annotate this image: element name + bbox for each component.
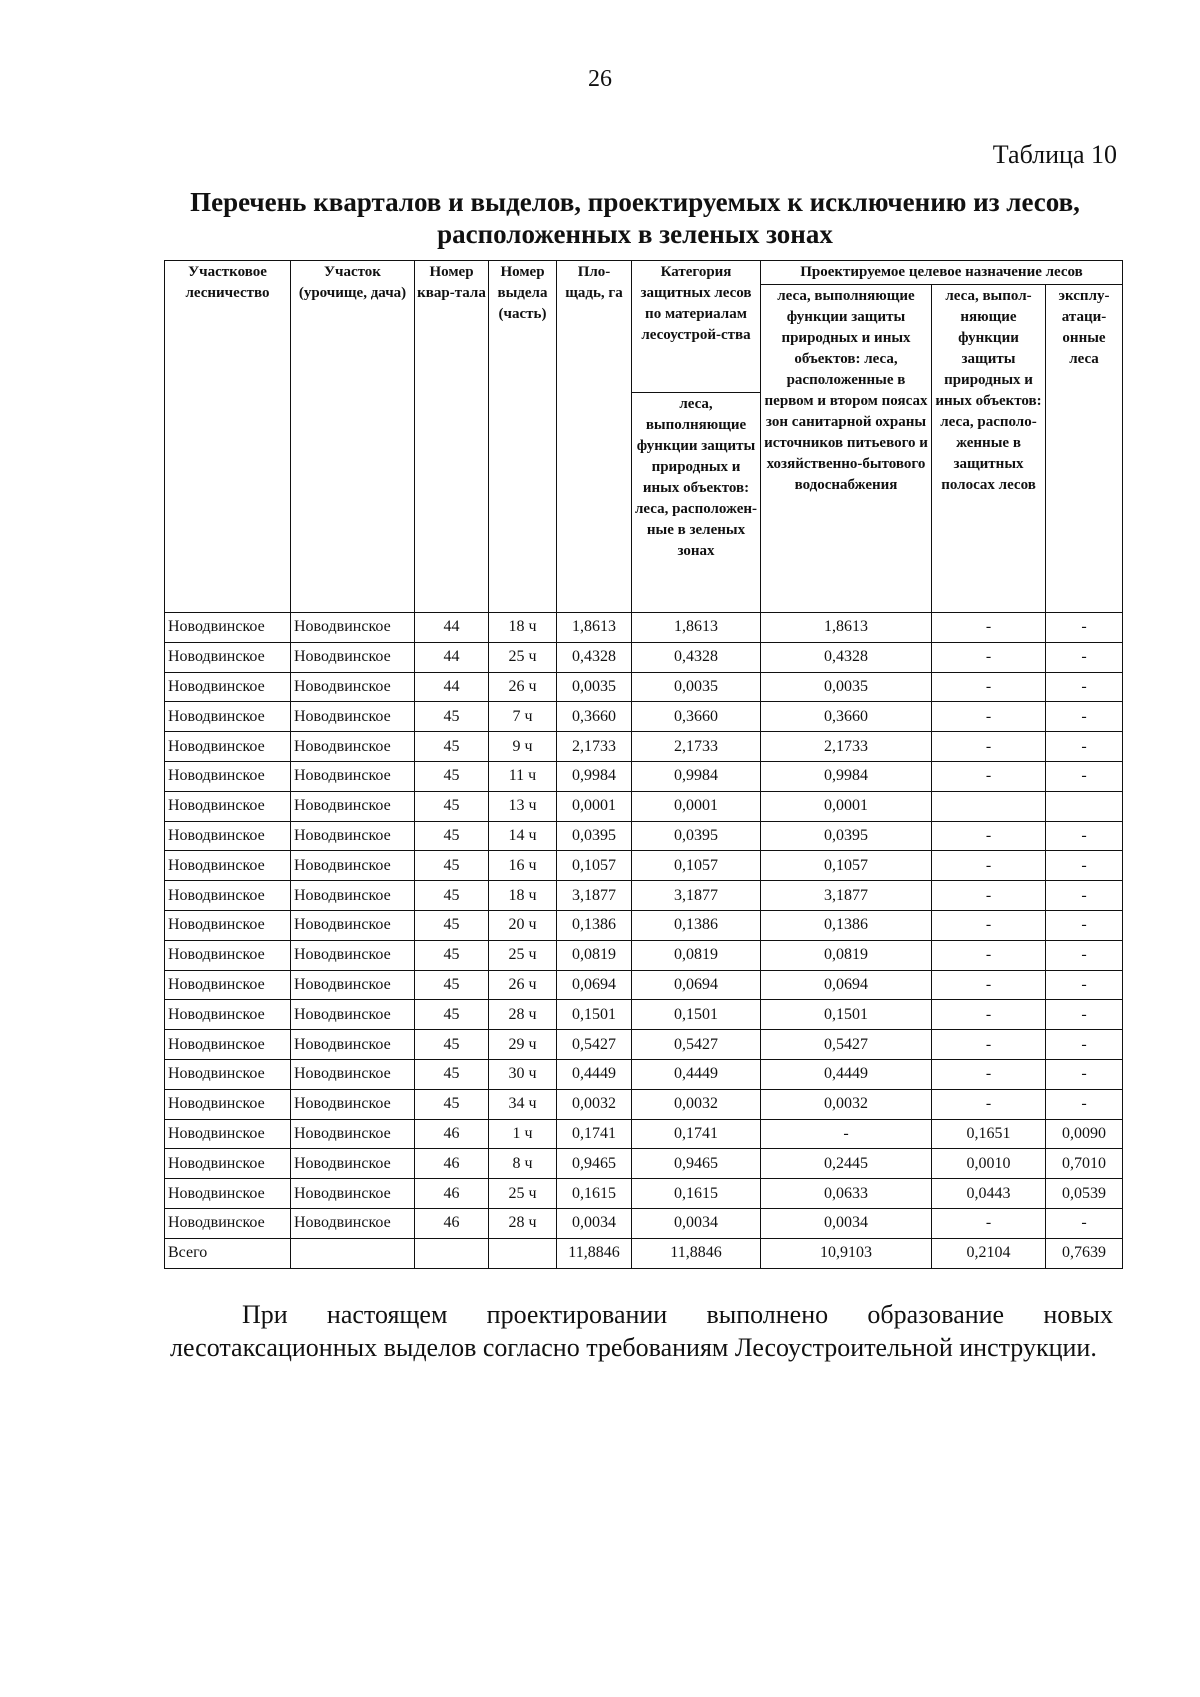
table-cell: 0,2104 bbox=[932, 1238, 1046, 1268]
table-cell: - bbox=[1046, 732, 1123, 762]
table-cell: 0,4328 bbox=[557, 642, 632, 672]
table-cell: 2,1733 bbox=[557, 732, 632, 762]
table-cell: Новодвинское bbox=[291, 821, 415, 851]
table-cell: Новодвинское bbox=[165, 970, 291, 1000]
table-cell: 26 ч bbox=[489, 970, 557, 1000]
table-cell: 25 ч bbox=[489, 1179, 557, 1209]
table-cell: - bbox=[932, 1059, 1046, 1089]
table-cell: Новодвинское bbox=[291, 970, 415, 1000]
table-cell: - bbox=[1046, 910, 1123, 940]
table-cell: - bbox=[1046, 821, 1123, 851]
table-row bbox=[165, 1059, 1123, 1089]
table-cell: Новодвинское bbox=[291, 1208, 415, 1238]
table-cell: Новодвинское bbox=[165, 613, 291, 643]
table-cell: Новодвинское bbox=[291, 1030, 415, 1060]
table-cell: - bbox=[932, 1030, 1046, 1060]
table-cell: 46 bbox=[415, 1149, 489, 1179]
table-cell: 44 bbox=[415, 642, 489, 672]
table-cell: 0,0819 bbox=[557, 940, 632, 970]
table-row bbox=[165, 702, 1123, 732]
table-cell: - bbox=[1046, 851, 1123, 881]
table-cell: 0,1057 bbox=[557, 851, 632, 881]
table-cell: - bbox=[1046, 970, 1123, 1000]
table-cell: Новодвинское bbox=[291, 702, 415, 732]
table-cell: Новодвинское bbox=[165, 1000, 291, 1030]
table-cell: Новодвинское bbox=[165, 881, 291, 911]
table-cell: 0,1741 bbox=[632, 1119, 761, 1149]
table-cell: 0,0395 bbox=[761, 821, 932, 851]
table-cell: 0,1741 bbox=[557, 1119, 632, 1149]
table-cell: 0,0633 bbox=[761, 1179, 932, 1209]
table-cell: Новодвинское bbox=[291, 1179, 415, 1209]
table-cell: 10,9103 bbox=[761, 1238, 932, 1268]
table-cell: 44 bbox=[415, 672, 489, 702]
table-cell: Новодвинское bbox=[165, 851, 291, 881]
table-row bbox=[165, 761, 1123, 791]
table-cell: - bbox=[1046, 642, 1123, 672]
table-row bbox=[165, 1119, 1123, 1149]
table-row bbox=[165, 732, 1123, 762]
header-uchastkovoe: Участковое лесничество bbox=[165, 261, 291, 613]
table-cell: 0,1501 bbox=[557, 1000, 632, 1030]
table-cell: 0,9984 bbox=[632, 761, 761, 791]
table-cell: 0,4328 bbox=[632, 642, 761, 672]
table-row bbox=[165, 1208, 1123, 1238]
table-cell: Новодвинское bbox=[165, 1089, 291, 1119]
table-cell: Новодвинское bbox=[165, 732, 291, 762]
table-cell: 0,4449 bbox=[761, 1059, 932, 1089]
table-cell: 0,4449 bbox=[557, 1059, 632, 1089]
table-cell: - bbox=[761, 1119, 932, 1149]
table-cell: 0,4449 bbox=[632, 1059, 761, 1089]
table-cell: Новодвинское bbox=[291, 1059, 415, 1089]
table-row bbox=[165, 672, 1123, 702]
table-cell: Новодвинское bbox=[291, 881, 415, 911]
table-cell: 0,0395 bbox=[557, 821, 632, 851]
table-cell: Новодвинское bbox=[291, 791, 415, 821]
header-kategoriya: Категория защитных лесов по материалам лесоустрой-ства bbox=[632, 261, 761, 393]
table-cell: Новодвинское bbox=[165, 1149, 291, 1179]
header-kvartal: Номер квар-тала bbox=[415, 261, 489, 613]
table-cell: 0,1386 bbox=[632, 910, 761, 940]
table-row bbox=[165, 821, 1123, 851]
table-cell: Новодвинское bbox=[165, 821, 291, 851]
table-cell: 0,1057 bbox=[761, 851, 932, 881]
table-cell: 3,1877 bbox=[761, 881, 932, 911]
table-cell: 0,0032 bbox=[557, 1089, 632, 1119]
table-cell: - bbox=[1046, 1208, 1123, 1238]
table-cell: Новодвинское bbox=[291, 672, 415, 702]
table-cell: 7 ч bbox=[489, 702, 557, 732]
table-row bbox=[165, 940, 1123, 970]
header-uchastok: Участок (урочище, дача) bbox=[291, 261, 415, 613]
table-cell: 45 bbox=[415, 970, 489, 1000]
table-cell: - bbox=[932, 732, 1046, 762]
table-cell: 3,1877 bbox=[557, 881, 632, 911]
table-cell: Новодвинское bbox=[291, 1000, 415, 1030]
table-cell: Новодвинское bbox=[291, 910, 415, 940]
header-proekt-a: леса, выполняющие функции защиты природных и иных объектов: леса, расположенные в первом и втором поясах зон санитарной охраны источников питьевого и хозяйственно-бытового водоснабжения bbox=[761, 285, 932, 613]
table-cell: 0,5427 bbox=[761, 1030, 932, 1060]
table-cell: - bbox=[1046, 1030, 1123, 1060]
table-cell: - bbox=[932, 761, 1046, 791]
table-cell: 45 bbox=[415, 1000, 489, 1030]
table-cell: Новодвинское bbox=[165, 1119, 291, 1149]
table-cell: 45 bbox=[415, 940, 489, 970]
table-cell: Новодвинское bbox=[291, 613, 415, 643]
table-cell: 0,9984 bbox=[557, 761, 632, 791]
table-cell: 1,8613 bbox=[632, 613, 761, 643]
table-row bbox=[165, 1030, 1123, 1060]
table-cell: Всего bbox=[165, 1238, 291, 1268]
table-row bbox=[165, 1000, 1123, 1030]
table-cell: 0,1615 bbox=[632, 1179, 761, 1209]
table-row bbox=[165, 1149, 1123, 1179]
table-cell: - bbox=[1046, 761, 1123, 791]
table-cell: - bbox=[1046, 1000, 1123, 1030]
table-row bbox=[165, 851, 1123, 881]
table-cell: 45 bbox=[415, 1089, 489, 1119]
table-cell: Новодвинское bbox=[165, 1208, 291, 1238]
table-cell: 18 ч bbox=[489, 613, 557, 643]
table-cell: 28 ч bbox=[489, 1208, 557, 1238]
table-cell: 45 bbox=[415, 910, 489, 940]
table-cell: 0,5427 bbox=[632, 1030, 761, 1060]
table-cell: 0,0001 bbox=[557, 791, 632, 821]
table-cell: Новодвинское bbox=[165, 940, 291, 970]
table-cell: 26 ч bbox=[489, 672, 557, 702]
table-cell: 25 ч bbox=[489, 642, 557, 672]
table-cell: - bbox=[1046, 672, 1123, 702]
table-cell: Новодвинское bbox=[291, 1119, 415, 1149]
table-cell: 45 bbox=[415, 821, 489, 851]
table-cell: 46 bbox=[415, 1119, 489, 1149]
table-cell: Новодвинское bbox=[291, 1149, 415, 1179]
table-cell: 0,0035 bbox=[761, 672, 932, 702]
table-cell: 0,3660 bbox=[557, 702, 632, 732]
header-proekt: Проектируемое целевое назначение лесов bbox=[761, 261, 1123, 285]
table-cell: 45 bbox=[415, 1059, 489, 1089]
table-cell: 0,0539 bbox=[1046, 1179, 1123, 1209]
table-cell: 45 bbox=[415, 881, 489, 911]
table-cell: 0,0032 bbox=[761, 1089, 932, 1119]
header-proekt-c: эксплу-атаци-онные леса bbox=[1046, 285, 1123, 613]
table-cell: Новодвинское bbox=[291, 940, 415, 970]
table-cell: 0,0034 bbox=[557, 1208, 632, 1238]
table-cell: 3,1877 bbox=[632, 881, 761, 911]
forest-table bbox=[164, 260, 1123, 1269]
table-cell: 0,1615 bbox=[557, 1179, 632, 1209]
table-cell: - bbox=[932, 1089, 1046, 1119]
table-cell: Новодвинское bbox=[165, 791, 291, 821]
table-cell: Новодвинское bbox=[165, 761, 291, 791]
table-row bbox=[165, 881, 1123, 911]
table-cell: - bbox=[932, 821, 1046, 851]
table-row bbox=[165, 910, 1123, 940]
table-cell: 0,2445 bbox=[761, 1149, 932, 1179]
document-title: Перечень кварталов и выделов, проектируемых к исключению из лесов, расположенных в зеленых зонах bbox=[190, 187, 1080, 249]
header-kategoriya-sub: леса, выполняющие функции защиты природных и иных объектов: леса, расположен-ные в зеленых зонах bbox=[632, 393, 761, 613]
table-cell: 16 ч bbox=[489, 851, 557, 881]
table-cell: - bbox=[932, 851, 1046, 881]
header-ploshad: Пло-щадь, га bbox=[557, 261, 632, 613]
table-cell bbox=[932, 791, 1046, 821]
table-cell: Новодвинское bbox=[291, 1089, 415, 1119]
table-cell: - bbox=[932, 702, 1046, 732]
table-cell: 0,7639 bbox=[1046, 1238, 1123, 1268]
table-cell: 0,0001 bbox=[761, 791, 932, 821]
header-vydel: Номер выдела (часть) bbox=[489, 261, 557, 613]
table-cell: 2,1733 bbox=[761, 732, 932, 762]
table-cell: - bbox=[932, 970, 1046, 1000]
table-cell: 0,1651 bbox=[932, 1119, 1046, 1149]
table-cell: 0,0694 bbox=[557, 970, 632, 1000]
table-cell: 45 bbox=[415, 791, 489, 821]
table-row bbox=[165, 613, 1123, 643]
table-cell: 34 ч bbox=[489, 1089, 557, 1119]
table-cell: 0,0001 bbox=[632, 791, 761, 821]
table-cell: 0,0035 bbox=[632, 672, 761, 702]
table-cell: 0,9465 bbox=[632, 1149, 761, 1179]
table-cell: - bbox=[1046, 940, 1123, 970]
table-cell: 25 ч bbox=[489, 940, 557, 970]
table-cell: 8 ч bbox=[489, 1149, 557, 1179]
table-cell: 30 ч bbox=[489, 1059, 557, 1089]
table-cell: 1 ч bbox=[489, 1119, 557, 1149]
table-cell: 0,5427 bbox=[557, 1030, 632, 1060]
table-cell bbox=[415, 1238, 489, 1268]
header-proekt-b: леса, выпол-няющие функции защиты природных и иных объектов: леса, располо-женные в защитных полосах лесов bbox=[932, 285, 1046, 613]
table-cell: - bbox=[1046, 1089, 1123, 1119]
table-cell: - bbox=[932, 1208, 1046, 1238]
table-cell: 46 bbox=[415, 1179, 489, 1209]
table-cell: - bbox=[932, 940, 1046, 970]
table-cell: - bbox=[932, 910, 1046, 940]
table-cell: Новодвинское bbox=[291, 851, 415, 881]
table-cell: 0,4328 bbox=[761, 642, 932, 672]
table-cell: Новодвинское bbox=[291, 642, 415, 672]
table-cell: 0,1057 bbox=[632, 851, 761, 881]
table-cell: 0,0032 bbox=[632, 1089, 761, 1119]
table-cell: Новодвинское bbox=[291, 732, 415, 762]
table-cell: 0,0034 bbox=[632, 1208, 761, 1238]
table-row bbox=[165, 791, 1123, 821]
table-row bbox=[165, 970, 1123, 1000]
table-cell: 0,0443 bbox=[932, 1179, 1046, 1209]
table-cell: 9 ч bbox=[489, 732, 557, 762]
table-cell: 0,0694 bbox=[761, 970, 932, 1000]
table-cell: 45 bbox=[415, 761, 489, 791]
table-cell: 1,8613 bbox=[557, 613, 632, 643]
table-cell: - bbox=[932, 613, 1046, 643]
table-cell: 11,8846 bbox=[632, 1238, 761, 1268]
body-paragraph: При настоящем проектировании выполнено образование новых лесотаксационных выделов согласно требованиям Лесоустроительной инструкции. bbox=[170, 1300, 1113, 1362]
table-cell: 0,3660 bbox=[632, 702, 761, 732]
table-cell: 45 bbox=[415, 702, 489, 732]
table-cell: 20 ч bbox=[489, 910, 557, 940]
table-cell: - bbox=[1046, 613, 1123, 643]
table-cell: - bbox=[932, 672, 1046, 702]
table-cell: - bbox=[932, 1000, 1046, 1030]
table-cell: 45 bbox=[415, 851, 489, 881]
table-cell bbox=[1046, 791, 1123, 821]
page-number: 26 bbox=[588, 66, 612, 92]
table-cell: 44 bbox=[415, 613, 489, 643]
table-row bbox=[165, 1179, 1123, 1209]
table-cell: Новодвинское bbox=[165, 702, 291, 732]
table-cell: 46 bbox=[415, 1208, 489, 1238]
table-cell bbox=[291, 1238, 415, 1268]
table-cell: Новодвинское bbox=[165, 642, 291, 672]
table-cell: 0,9465 bbox=[557, 1149, 632, 1179]
table-cell: 0,0034 bbox=[761, 1208, 932, 1238]
table-cell: 0,7010 bbox=[1046, 1149, 1123, 1179]
table-cell: 0,1386 bbox=[557, 910, 632, 940]
table-cell: 45 bbox=[415, 732, 489, 762]
table-body bbox=[165, 613, 1123, 1269]
table-cell: Новодвинское bbox=[165, 1030, 291, 1060]
table-cell: 0,9984 bbox=[761, 761, 932, 791]
table-cell: Новодвинское bbox=[165, 1059, 291, 1089]
table-cell: - bbox=[1046, 1059, 1123, 1089]
table-row bbox=[165, 1089, 1123, 1119]
table-cell: 0,3660 bbox=[761, 702, 932, 732]
table-cell: - bbox=[1046, 881, 1123, 911]
table-cell: 1,8613 bbox=[761, 613, 932, 643]
table-cell: 13 ч bbox=[489, 791, 557, 821]
table-cell: - bbox=[932, 642, 1046, 672]
table-cell: Новодвинское bbox=[165, 910, 291, 940]
table-cell bbox=[489, 1238, 557, 1268]
table-cell: 2,1733 bbox=[632, 732, 761, 762]
table-cell: 29 ч bbox=[489, 1030, 557, 1060]
table-label: Таблица 10 bbox=[992, 140, 1117, 169]
table-cell: 11,8846 bbox=[557, 1238, 632, 1268]
table-cell: 0,0090 bbox=[1046, 1119, 1123, 1149]
table-cell: 0,0395 bbox=[632, 821, 761, 851]
table-cell: 0,0819 bbox=[632, 940, 761, 970]
table-cell: Новодвинское bbox=[165, 1179, 291, 1209]
table-cell: 0,1386 bbox=[761, 910, 932, 940]
table-cell: - bbox=[1046, 702, 1123, 732]
total-row bbox=[165, 1238, 1123, 1268]
table-cell: - bbox=[932, 881, 1046, 911]
table-cell: 18 ч bbox=[489, 881, 557, 911]
table-row bbox=[165, 642, 1123, 672]
table-cell: 0,0035 bbox=[557, 672, 632, 702]
table-cell: 0,0819 bbox=[761, 940, 932, 970]
table-cell: 11 ч bbox=[489, 761, 557, 791]
table-cell: 45 bbox=[415, 1030, 489, 1060]
table-cell: Новодвинское bbox=[291, 761, 415, 791]
table-cell: 14 ч bbox=[489, 821, 557, 851]
table-cell: 0,1501 bbox=[632, 1000, 761, 1030]
table-cell: 0,1501 bbox=[761, 1000, 932, 1030]
table-cell: Новодвинское bbox=[165, 672, 291, 702]
table-cell: 0,0694 bbox=[632, 970, 761, 1000]
table-cell: 0,0010 bbox=[932, 1149, 1046, 1179]
table-cell: 28 ч bbox=[489, 1000, 557, 1030]
